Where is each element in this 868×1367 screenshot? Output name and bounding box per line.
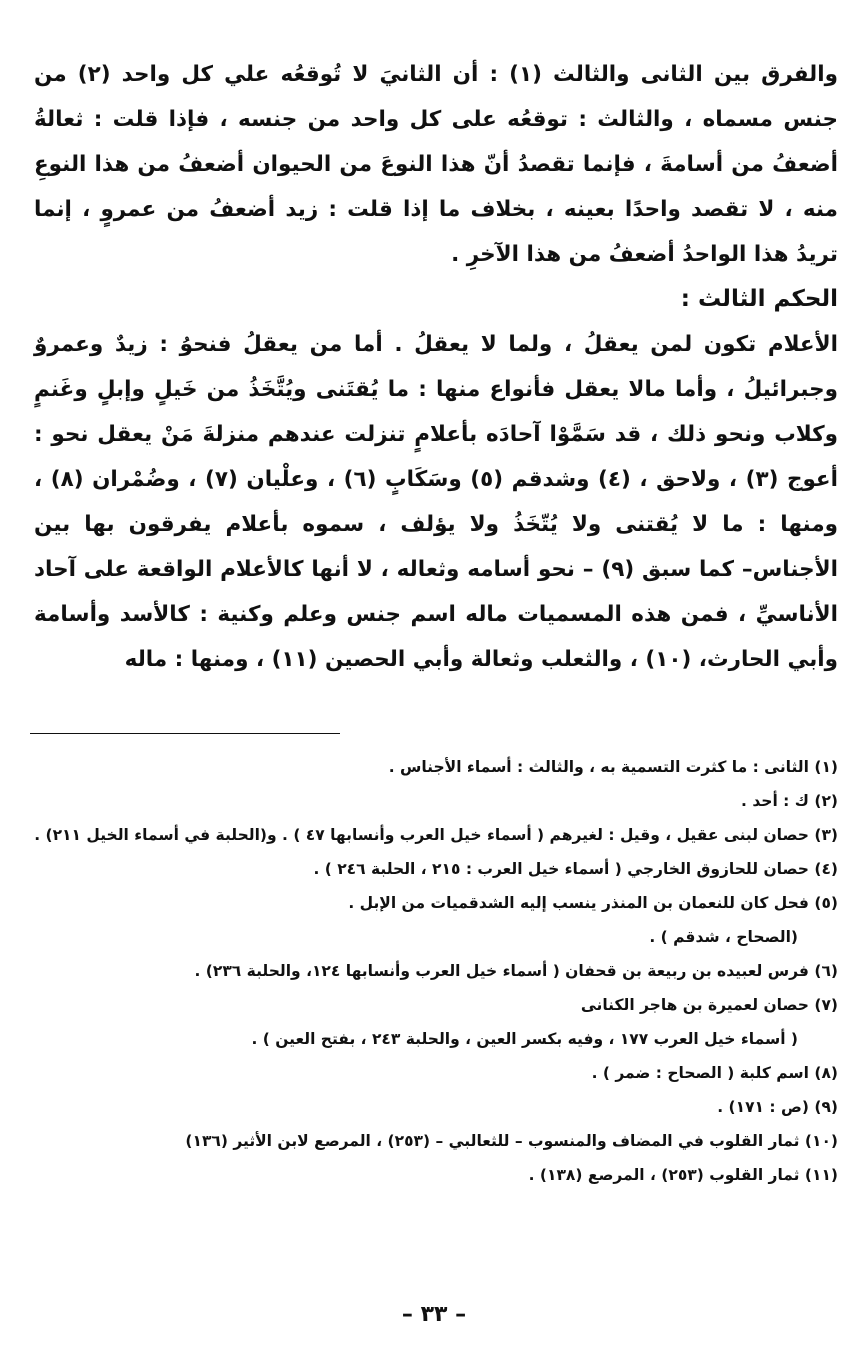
paragraph-difference: والفرق بين الثانى والثالث (١) : أن الثانيَ لا تُوقعُه علي كل واحد (٢) من جنس مسماه ، والثالث : توقعُه على كل واحد من جنسه ، فإذا قلت : ثعالةُ أضعفُ من أسامةَ ، فإنما تقصدُ أنّ هذا النوعَ من الحيوان أضعفُ من هذا النوعِ منه ، لا تقصد واحدًا بعينه ، بخلاف ما إذا قلت : زيد أضعفُ من عمروٍ ، إنما تريدُ هذا الواحدُ أضعفُ من هذا الآخرِ . bbox=[34, 62, 838, 267]
footnote-2: (٢) ك : أحد . bbox=[741, 792, 838, 810]
paragraph-rule-three: الأعلام تكون لمن يعقلُ ، ولما لا يعقلُ . أما من يعقلُ فنحوُ : زيدٌ وعمروٌ وجبرائيلُ ، وأما مالا يعقل فأنواع منها : ما يُقتَنى ويُتَّخَذُ من خَيلٍ وإبلٍ وغَنمٍ وكلاب ونحو ذلك ، قد سَمَّوْا آحادَه بأعلامٍ تنزلت عندهم منزلةَ مَنْ يعقل نحو : أعوج (٣) ، ولاحق ، (٤) وشدقم (٥) وسَكَابٍ (٦) ، وعلْيان (٧) ، وضُمْران (٨) ، ومنها : ما لا يُقتنى ولا يُتّخَذُ ولا يؤلف ، سموه بأعلام يفرقون بها بين الأجناس– كما سبق (٩) – نحو أسامه وثعاله ، لا أنها كالأعلام الواقعة على آحاد الأناسيِّ ، فمن هذه المسميات ماله اسم جنس وعلم وكنية : كالأسد وأسامة وأبي الحارث، (١٠) ، والثعلب وثعالة وأبي الحصين (١١) ، ومنها : ماله bbox=[34, 332, 838, 672]
footnote-10: (١٠) ثمار القلوب في المضاف والمنسوب – للثعالبي – (٢٥٣) ، المرصع لابن الأثير (١٣٦) bbox=[185, 1132, 838, 1150]
footnote-6: (٦) فرس لعبيده بن ربيعة بن قحفان ( أسماء خيل العرب وأنسابها ١٢٤، والحلبة ٢٣٦) . bbox=[194, 962, 838, 980]
footnote-3: (٣) حصان لبنى عقيل ، وقيل : لغيرهم ( أسماء خيل العرب وأنسابها ٤٧ ) . و(الحلبة في أسماء الخيل ٢١١) . bbox=[34, 826, 838, 844]
footnote-11: (١١) ثمار القلوب (٢٥٣) ، المرصع (١٣٨) . bbox=[528, 1166, 838, 1184]
footnote-7: (٧) حصان لعميرة بن هاجر الكنانى bbox=[580, 996, 838, 1014]
footnote-8: (٨) اسم كلبة ( الصحاح : ضمر ) . bbox=[591, 1064, 838, 1082]
footnote-separator bbox=[30, 733, 340, 734]
footnote-1: (١) الثانى : ما كثرت التسمية به ، والثالث : أسماء الأجناس . bbox=[388, 758, 838, 776]
footnote-7-continuation: ( أسماء خيل العرب ١٧٧ ، وفيه بكسر العين ، والحلبة ٢٤٣ ، بفتح العين ) . bbox=[251, 1030, 798, 1048]
footnote-5-continuation: (الصحاح ، شدقم ) . bbox=[649, 928, 798, 946]
footnote-4: (٤) حصان للحازوق الخارجي ( أسماء خيل العرب : ٢١٥ ، الحلبة ٢٤٦ ) . bbox=[313, 860, 838, 878]
footnotes bbox=[32, 750, 838, 1192]
footnote-9: (٩) (ص : ١٧١) . bbox=[717, 1098, 838, 1116]
page-number: – ٣٣ – bbox=[401, 1302, 467, 1327]
footnote-5: (٥) فحل كان للنعمان بن المنذر ينسب إليه الشدقميات من الإبل . bbox=[348, 894, 838, 912]
main-text bbox=[34, 52, 838, 682]
section-heading: الحكم الثالث : bbox=[680, 286, 838, 312]
